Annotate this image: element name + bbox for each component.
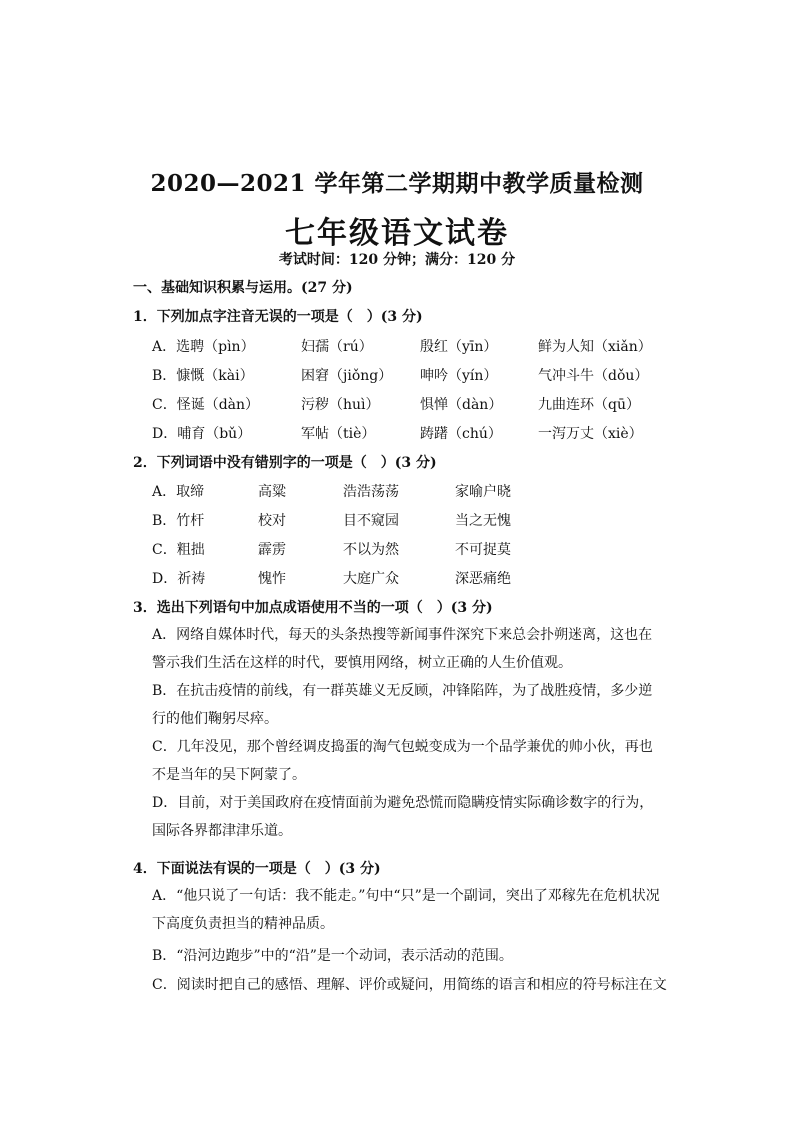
q1-option-c-4: 九曲连环（qū） <box>538 397 640 413</box>
q1-option-d-4: 一泻万丈（xiè） <box>538 426 643 442</box>
q1-option-a-1: A．选聘（pìn） <box>152 339 255 355</box>
q4-option-b: B．“沿河边跑步”中的“沿”是一个动词，表示活动的范围。 <box>152 948 513 964</box>
q1-option-d-2: 军帖（tiè） <box>301 426 376 442</box>
q3-option-a: A．网络自媒体时代，每天的头条热搜等新闻事件深究下来总会扑朔迷离，这也在警示我们生活在这样的时代，要慎用网络，树立正确的人生价值观。 <box>152 627 653 671</box>
q2-option-d-1: D．祈祷 <box>152 571 206 587</box>
q2-option-b-2: 校对 <box>258 513 286 529</box>
question-1-stem: 1．下列加点字注音无误的一项是（ ）(3 分) <box>133 309 423 325</box>
q3-option-b: B．在抗击疫情的前线，有一群英雄义无反顾，冲锋陷阵，为了战胜疫情，多少逆行的他们鞠躬尽瘁。 <box>152 683 653 727</box>
q2-option-c-4: 不可捉莫 <box>455 542 511 558</box>
q2-option-a-4: 家喻户晓 <box>455 484 511 500</box>
q2-option-c-3: 不以为然 <box>343 542 399 558</box>
q2-option-b-3: 目不窥园 <box>343 513 399 529</box>
q1-option-d-1: D．哺育（bǔ） <box>152 426 252 442</box>
q2-option-b-1: B．竹杆 <box>152 513 205 529</box>
q4-option-a: A．“他只说了一句话：我不能走。”句中“只”是一个副词，突出了邓稼先在危机状况下高度负责担当的精神品质。 <box>152 888 660 932</box>
q1-option-b-3: 呻吟（yín） <box>420 368 498 384</box>
section-heading: 一、基础知识积累与运用。(27 分) <box>133 280 353 296</box>
exam-title: 2020—2021 学年第二学期期中教学质量检测 <box>150 170 644 197</box>
q2-option-c-1: C．粗拙 <box>152 542 205 558</box>
q1-option-b-4: 气冲斗牛（dǒu） <box>538 368 649 384</box>
q1-option-b-1: B．慷慨（kài） <box>152 368 254 384</box>
q1-option-d-3: 踌躇（chú） <box>420 426 502 442</box>
q2-option-b-4: 当之无愧 <box>455 513 511 529</box>
q1-option-c-3: 惧惮（dàn） <box>420 397 503 413</box>
q4-option-c: C．阅读时把自己的感悟、理解、评价或疑问，用简练的语言和相应的符号标注在文 <box>152 977 667 993</box>
q2-option-a-2: 高粱 <box>258 484 286 500</box>
q3-option-c: C．几年没见，那个曾经调皮捣蛋的淘气包蜕变成为一个品学兼优的帅小伙，再也不是当年的吴下阿蒙了。 <box>152 739 653 783</box>
q1-option-a-4: 鲜为人知（xiǎn） <box>538 339 652 355</box>
q2-option-d-2: 愧怍 <box>258 571 286 587</box>
question-4-stem: 4．下面说法有误的一项是（ ）(3 分) <box>133 861 381 877</box>
q2-option-a-3: 浩浩荡荡 <box>343 484 399 500</box>
q3-option-d: D．目前，对于美国政府在疫情面前为避免恐慌而隐瞒疫情实际确诊数字的行为，国际各界都津津乐道。 <box>152 795 654 839</box>
q1-option-c-2: 污秽（huì） <box>301 397 380 413</box>
q2-option-d-3: 大庭广众 <box>343 571 399 587</box>
q2-option-d-4: 深恶痛绝 <box>455 571 511 587</box>
exam-info: 考试时间：120 分钟；满分：120 分 <box>278 252 516 268</box>
q2-option-c-2: 霹雳 <box>258 542 286 558</box>
q1-option-b-2: 困窘（jiǒng） <box>301 368 393 384</box>
question-3-stem: 3．选出下列语句中加点成语使用不当的一项（ ）(3 分) <box>133 600 493 616</box>
exam-subtitle: 七年级语文试卷 <box>285 216 509 251</box>
q1-option-c-1: C．怪诞（dàn） <box>152 397 260 413</box>
q2-option-a-1: A．取缔 <box>152 484 205 500</box>
q1-option-a-3: 殷红（yīn） <box>420 339 498 355</box>
question-2-stem: 2．下列词语中没有错别字的一项是（ ）(3 分) <box>133 455 437 471</box>
q1-option-a-2: 妇孺（rú） <box>301 339 373 355</box>
